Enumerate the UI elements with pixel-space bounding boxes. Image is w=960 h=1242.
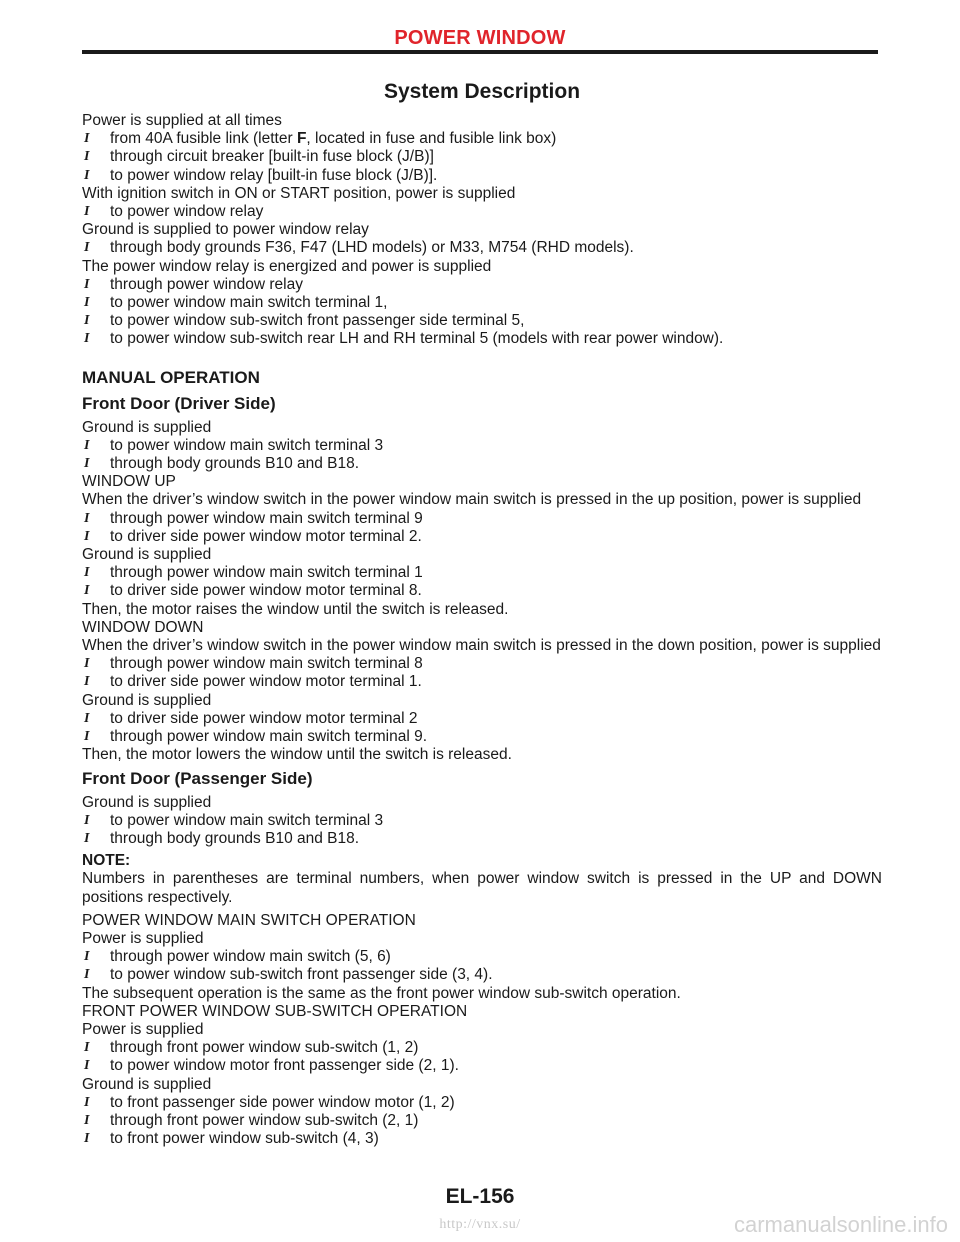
bullet-icon: I: [84, 149, 90, 165]
bullet-item: [82, 239, 882, 257]
bullet-text: through body grounds F36, F47 (LHD models) or M33, M754 (RHD models).: [110, 239, 634, 257]
bullet-item: [82, 673, 882, 691]
bullet-icon: I: [84, 949, 90, 965]
bullet-icon: I: [84, 456, 90, 472]
manual-operation-heading: MANUAL OPERATION: [82, 367, 260, 387]
page-content: [82, 78, 882, 1148]
bullet-text: through front power window sub-switch (1, 2): [110, 1039, 419, 1057]
bullet-icon: I: [84, 583, 90, 599]
bullet-item: [82, 312, 882, 330]
bullet-text: to front passenger side power window motor (1, 2): [110, 1093, 455, 1111]
bullet-icon: I: [84, 437, 90, 453]
bullet-item: [82, 812, 882, 830]
bullet-text: to front power window sub-switch (4, 3): [110, 1130, 379, 1148]
paragraph: Then, the motor raises the window until the switch is released.: [82, 600, 509, 618]
paragraph: Ground is supplied: [82, 546, 212, 564]
paragraph: Ground is supplied: [82, 691, 212, 709]
bullet-icon: I: [84, 167, 90, 183]
bullet-text: through power window main switch terminal 8: [110, 655, 423, 673]
paragraph: The subsequent operation is the same as the front power window sub-switch operation.: [82, 984, 681, 1002]
bullet-item: [82, 655, 882, 673]
header-title: POWER WINDOW: [394, 27, 566, 49]
bullet-item: [82, 728, 882, 746]
bullet-text: to power window relay: [110, 203, 264, 221]
bullet-item: [82, 330, 882, 348]
bullet-text: through front power window sub-switch (2, 1): [110, 1111, 419, 1129]
driver-side-heading: Front Door (Driver Side): [82, 393, 276, 413]
paragraph: With ignition switch in ON or START position, power is supplied: [82, 184, 516, 202]
bullet-item: [82, 276, 882, 294]
bullet-text: through power window main switch (5, 6): [110, 948, 391, 966]
bullet-text: to driver side power window motor terminal 1.: [110, 673, 422, 691]
paragraph: POWER WINDOW MAIN SWITCH OPERATION: [82, 911, 416, 929]
bullet-text: to driver side power window motor terminal 2.: [110, 527, 422, 545]
fusible-link-letter: F: [296, 130, 307, 148]
bullet-text: through circuit breaker [built-in fuse block (J/B)]: [110, 148, 434, 166]
bullet-item: [82, 437, 882, 455]
bullet-icon: I: [84, 830, 90, 846]
bullet-text: to driver side power window motor terminal 8.: [110, 582, 422, 600]
bullet-icon: I: [84, 240, 90, 256]
page-header: [82, 26, 878, 50]
bullet-icon: I: [84, 674, 90, 690]
bullet-item: [82, 710, 882, 728]
bullet-text: to power window relay [built-in fuse block (J/B)].: [110, 166, 438, 184]
bullet-text: through body grounds B10 and B18.: [110, 455, 360, 473]
bullet-text: to power window sub-switch front passenger side terminal 5,: [110, 312, 525, 330]
bullet-item: [82, 1130, 882, 1148]
paragraph: WINDOW DOWN: [82, 618, 204, 636]
paragraph: Power is supplied: [82, 1020, 204, 1038]
paragraph: FRONT POWER WINDOW SUB-SWITCH OPERATION: [82, 1002, 468, 1020]
bullet-icon: I: [84, 710, 90, 726]
bullet-text: to power window sub-switch rear LH and RH terminal 5 (models with rear power window).: [110, 330, 724, 348]
bullet-icon: I: [84, 510, 90, 526]
paragraph: Power is supplied: [82, 929, 204, 947]
paragraph: When the driver’s window switch in the power window main switch is pressed in the down position, power is supplied: [82, 637, 881, 655]
paragraph: The power window relay is energized and power is supplied: [82, 257, 492, 275]
bullet-text: to power window motor front passenger side (2, 1).: [110, 1057, 459, 1075]
bullet-item: [82, 1094, 882, 1112]
bullet-item: [82, 830, 882, 848]
bullet-icon: I: [84, 812, 90, 828]
note-label: NOTE:: [82, 852, 131, 870]
bullet-item: [82, 455, 882, 473]
paragraph: WINDOW UP: [82, 473, 176, 491]
bullet-icon: I: [84, 1131, 90, 1147]
page-number: EL-156: [445, 1185, 515, 1208]
bullet-icon: I: [84, 331, 90, 347]
passenger-side-heading: Front Door (Passenger Side): [82, 768, 313, 788]
bullet-icon: I: [84, 656, 90, 672]
bullet-text: through power window main switch terminal 9: [110, 509, 423, 527]
bullet-text: to power window main switch terminal 3: [110, 436, 384, 454]
bullet-text-part: , located in fuse and fusible link box): [306, 130, 557, 148]
bullet-item: [82, 130, 882, 148]
bullet-item: [82, 167, 882, 185]
note-text: Numbers in parentheses are terminal numbers, when power window switch is pressed in the UP and DOWN positions respectively.: [82, 870, 882, 906]
bullet-text: to power window sub-switch front passenger side (3, 4).: [110, 966, 493, 984]
bullet-item: [82, 564, 882, 582]
bullet-icon: I: [84, 528, 90, 544]
bullet-item: [82, 1112, 882, 1130]
bullet-item: [82, 1039, 882, 1057]
bullet-icon: I: [84, 295, 90, 311]
bullet-icon: I: [84, 1040, 90, 1056]
bullet-item: [82, 203, 882, 221]
paragraph: Ground is supplied to power window relay: [82, 221, 369, 239]
paragraph: Ground is supplied: [82, 793, 212, 811]
bullet-item: [82, 510, 882, 528]
bullet-text: to power window main switch terminal 1,: [110, 294, 388, 312]
bullet-icon: I: [84, 729, 90, 745]
bullet-text-part: from 40A fusible link (letter: [110, 130, 297, 148]
bullet-icon: I: [84, 276, 90, 292]
bullet-icon: I: [84, 131, 90, 147]
bullet-icon: I: [84, 565, 90, 581]
footer-url[interactable]: http://vnx.su/: [439, 1217, 521, 1232]
bullet-item: [82, 148, 882, 166]
header-rule: [82, 50, 878, 54]
bullet-text: through power window main switch terminal 1: [110, 564, 423, 582]
bullet-icon: I: [84, 1112, 90, 1128]
bullet-text: through body grounds B10 and B18.: [110, 829, 360, 847]
section-title: System Description: [383, 80, 581, 103]
paragraph: When the driver’s window switch in the power window main switch is pressed in the up position, power is supplied: [82, 491, 862, 509]
watermark: carmanualsonline.info: [733, 1212, 948, 1237]
bullet-text: [110, 130, 556, 148]
bullet-icon: I: [84, 1094, 90, 1110]
paragraph: Ground is supplied: [82, 418, 212, 436]
bullet-icon: I: [84, 967, 90, 983]
bullet-item: [82, 582, 882, 600]
bullet-text: through power window main switch terminal 9.: [110, 728, 428, 746]
bullet-icon: I: [84, 204, 90, 220]
bullet-item: [82, 294, 882, 312]
paragraph: Then, the motor lowers the window until the switch is released.: [82, 746, 512, 764]
bullet-icon: I: [84, 1058, 90, 1074]
bullet-text: to power window main switch terminal 3: [110, 811, 384, 829]
bullet-text: to driver side power window motor terminal 2: [110, 709, 418, 727]
bullet-item: [82, 966, 882, 984]
bullet-item: [82, 1057, 882, 1075]
bullet-item: [82, 528, 882, 546]
paragraph: Power is supplied at all times: [82, 112, 282, 129]
paragraph: Ground is supplied: [82, 1075, 212, 1093]
bullet-text: through power window relay: [110, 275, 303, 293]
bullet-item: [82, 948, 882, 966]
bullet-icon: I: [84, 313, 90, 329]
